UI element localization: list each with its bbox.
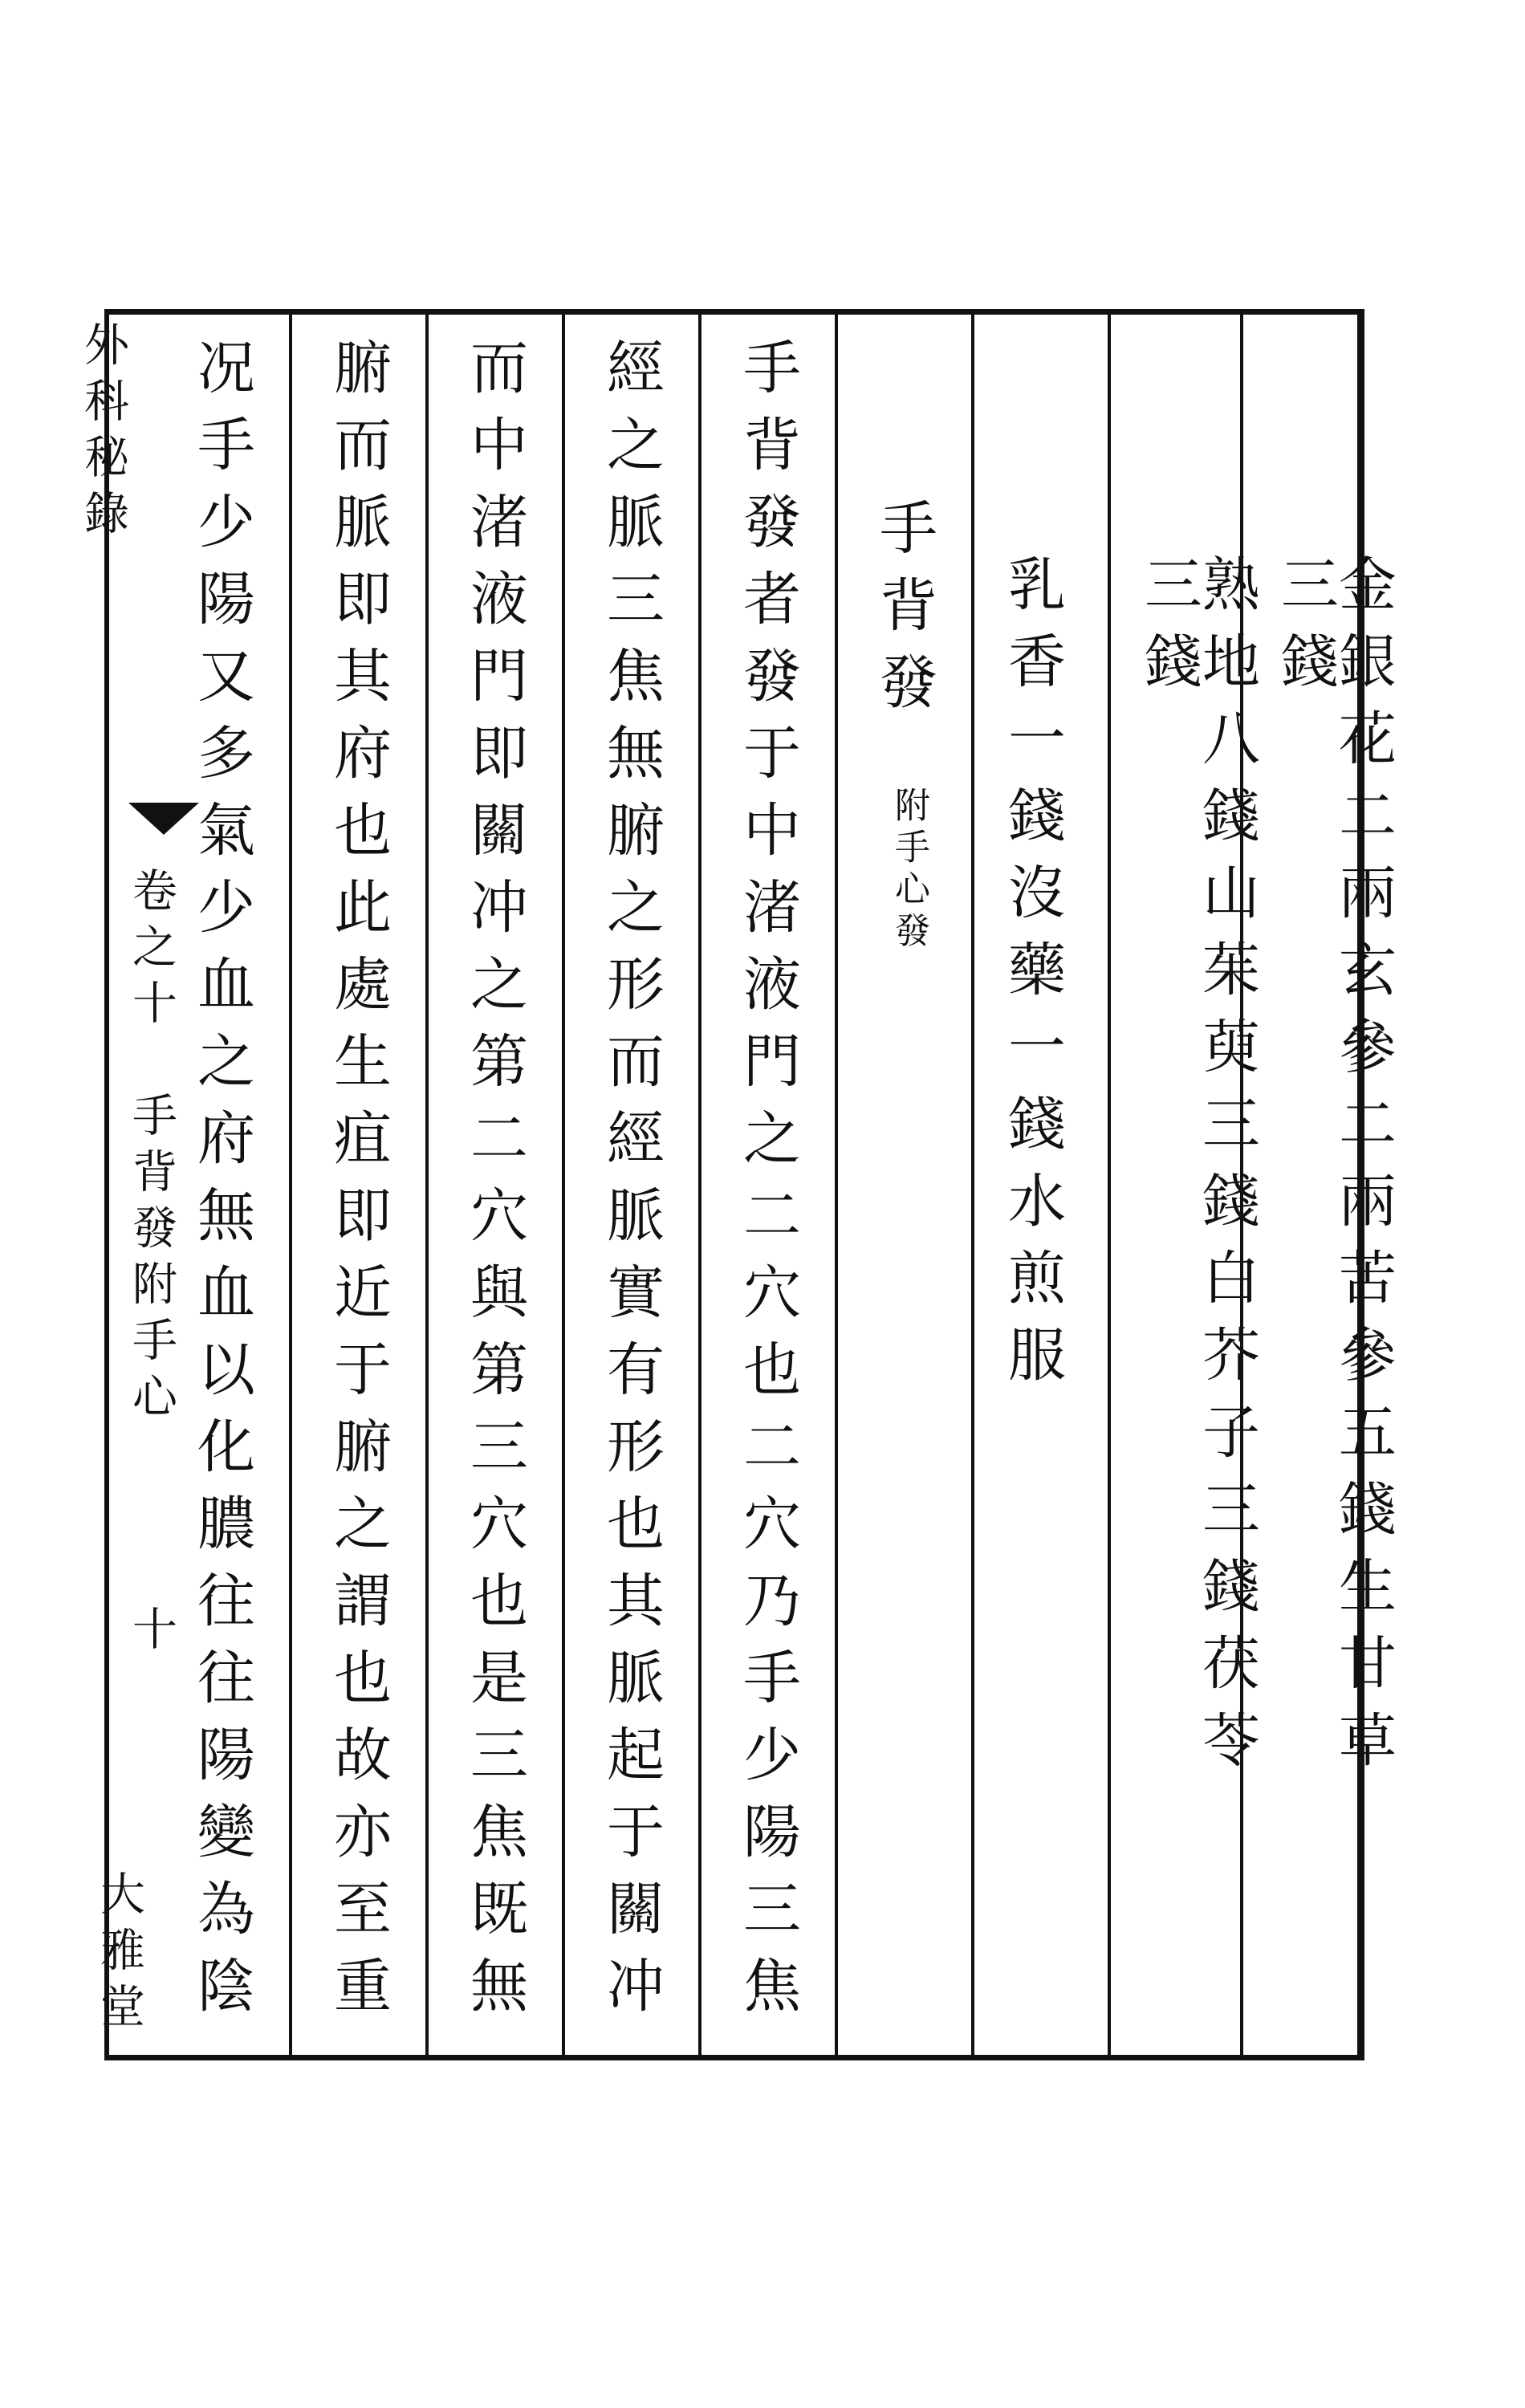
margin-publisher: 大雅堂 (93, 1870, 145, 2039)
section-heading-note: 附手心發 (889, 787, 929, 954)
text-column-3: 乳香一錢沒藥一錢水煎服 (998, 554, 1066, 1401)
column-rule (1108, 309, 1111, 2060)
text-column-7: 而中渚液門即關冲之第二穴與第三穴也是三焦既無 (461, 337, 528, 2032)
text-column-6: 經之脈三焦無腑之形而經脈實有形也其脈起于關冲 (597, 337, 665, 2032)
text-column-5: 手背發者發于中渚液門之二穴也二穴乃手少陽三焦 (734, 337, 801, 2032)
column-rule (971, 309, 974, 2060)
column-rule (289, 309, 292, 2060)
section-heading: 手背發 (870, 498, 937, 729)
margin-page-number: 十 (125, 1605, 177, 1662)
margin-title: 外科秘錄 (77, 321, 129, 546)
column-rule (425, 309, 429, 2060)
column-rule (562, 309, 565, 2060)
column-rule (835, 309, 838, 2060)
text-column-1: 金銀花二兩玄參二兩苦參五錢生甘草三錢 (1271, 554, 1397, 1787)
text-column-2: 熟地八錢山茱萸三錢白芥子三錢茯苓三錢 (1135, 554, 1260, 1787)
text-column-8: 腑而脈即其府也此處生疽即近于腑之謂也故亦至重 (324, 337, 392, 2032)
margin-section: 卷之十 (125, 867, 177, 1035)
margin-subtitle: 手背發附手心 (125, 1092, 177, 1429)
column-rule (698, 309, 702, 2060)
text-column-9: 况手少陽又多氣少血之府無血以化膿往往陽變為陰 (188, 337, 255, 2032)
